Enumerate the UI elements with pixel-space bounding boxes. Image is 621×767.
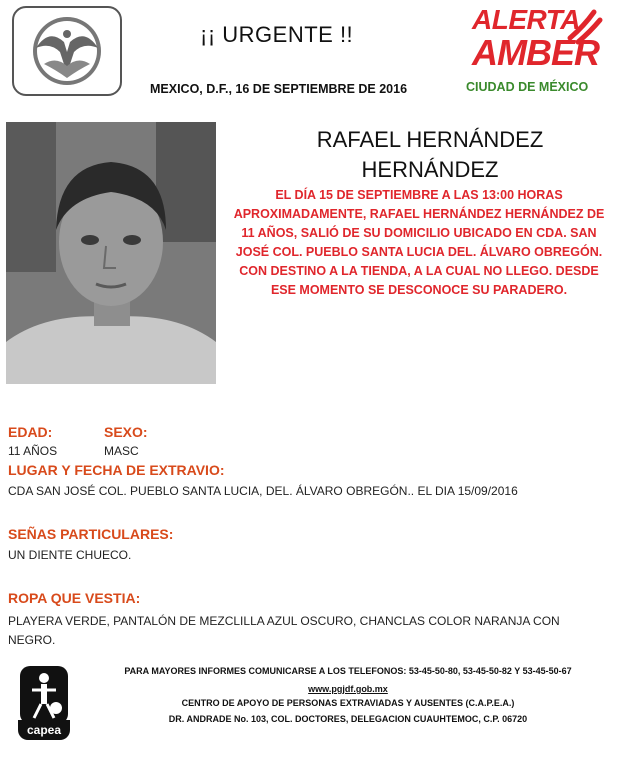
amber-logo-line2: AMBER — [472, 32, 599, 73]
sex-value: MASC — [104, 444, 139, 458]
angel-seal-icon — [14, 8, 120, 94]
clothes-label: ROPA QUE VESTIA: — [8, 590, 141, 606]
capea-logo-text: capea — [18, 720, 70, 740]
footer-phones: PARA MAYORES INFORMES COMUNICARSE A LOS TELEFONOS: 53-45-50-80, 53-45-50-82 Y 53-45-50-67 — [124, 666, 572, 676]
place-label: LUGAR Y FECHA DE EXTRAVIO: — [8, 462, 225, 478]
person-name-line1: RAFAEL HERNÁNDEZ — [316, 127, 544, 152]
marks-label: SEÑAS PARTICULARES: — [8, 526, 174, 542]
incident-description: EL DÍA 15 DE SEPTIEMBRE A LAS 13:00 HORAS APROXIMADAMENTE, RAFAEL HERNÁNDEZ HERNÁNDEZ DE 11 AÑOS, SALIÓ DE SU DOMICILIO UBICADO EN CDA. SAN JOSÉ COL. PUEBLO SANTA LUCIA DEL. ÁLVARO OBREGÓN. CON DESTINO A LA TIENDA, A LA CUAL NO LLEGO. DESDE ESE MOMENTO SE DESCONOCE SU PARADERO. — [233, 188, 605, 297]
age-value: 11 AÑOS — [8, 444, 58, 458]
person-name — [240, 125, 620, 185]
person-name-line2: HERNÁNDEZ — [361, 157, 499, 182]
place-value: CDA SAN JOSÉ COL. PUEBLO SANTA LUCIA, DEL. ÁLVARO OBREGÓN.. EL DIA 15/09/2016 — [8, 484, 518, 498]
footer-address: DR. ANDRADE No. 103, COL. DOCTORES, DELEGACION CUAUHTEMOC, C.P. 06720 — [168, 714, 528, 724]
amber-logo-line1: ALERTA — [472, 4, 580, 35]
portrait-icon — [6, 122, 216, 384]
alerta-amber-logo — [446, 4, 606, 98]
footer-center: CENTRO DE APOYO DE PERSONAS EXTRAVIADAS Y AUSENTES (C.A.P.E.A.) — [181, 698, 515, 708]
government-seal-logo — [12, 6, 122, 96]
marks-value: UN DIENTE CHUECO. — [8, 548, 132, 562]
signal-waves-icon — [564, 8, 604, 48]
amber-logo-line3: CIUDAD DE MÉXICO — [466, 80, 589, 94]
clothes-value: PLAYERA VERDE, PANTALÓN DE MEZCLILLA AZUL OSCURO, CHANCLAS COLOR NARANJA CON NEGRO. — [8, 614, 560, 647]
age-label: EDAD: — [8, 424, 53, 440]
dateline: MEXICO, D.F., 16 DE SEPTIEMBRE DE 2016 — [150, 82, 408, 96]
missing-person-photo — [6, 122, 216, 384]
urgent-heading: ¡¡ URGENTE !! — [200, 22, 354, 47]
capea-logo — [18, 664, 70, 740]
sex-label: SEXO: — [104, 424, 148, 440]
footer-website-link[interactable]: www.pgjdf.gob.mx — [308, 684, 388, 694]
